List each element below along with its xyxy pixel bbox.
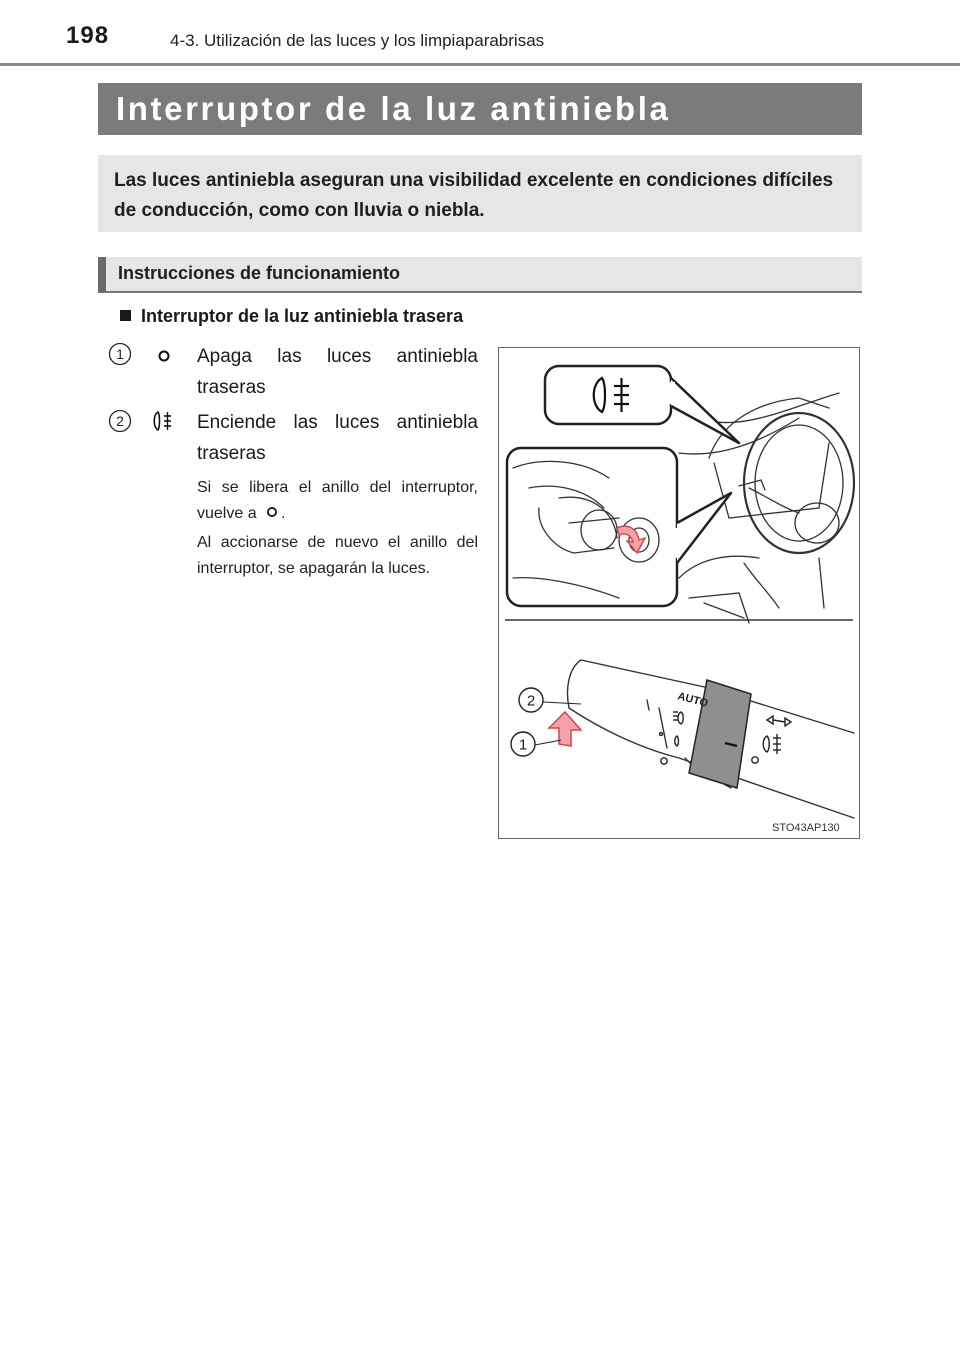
intro-text: Las luces antiniebla aseguran una visibilidad excelente en condiciones difíciles de conducción, como con lluvia o niebla. [114, 170, 834, 221]
item-heading-text: Interruptor de la luz antiniebla trasera [141, 306, 464, 326]
square-bullet-icon [120, 310, 131, 321]
subsection-bar [98, 257, 862, 293]
step-2-text: Enciende las luces antiniebla traseras [197, 412, 478, 464]
item-heading [120, 306, 463, 327]
step-1-text: Apaga las luces antiniebla traseras [197, 346, 478, 398]
note-release [197, 475, 478, 527]
section-title-bar [98, 83, 862, 135]
note-release-end: . [281, 505, 286, 522]
header-divider [0, 63, 960, 66]
svg-text:1: 1 [518, 736, 528, 754]
off-circle-icon [152, 344, 176, 368]
note-operate-again: Al accionarse de nuevo el anillo del interruptor, se apagarán la luces. [197, 534, 478, 577]
step-2-number-badge-icon [108, 409, 132, 433]
step-1-number-badge-icon [108, 342, 132, 366]
section-title: Interruptor de la luz antiniebla [116, 90, 671, 127]
figure-illustration [498, 347, 860, 839]
svg-text:AUTO: AUTO [676, 690, 710, 710]
off-circle-icon [265, 505, 279, 519]
subsection-title: Instrucciones de funcionamiento [118, 263, 401, 283]
chapter-title: 4-3. Utilización de las luces y los limpiaparabrisas [170, 31, 545, 50]
fog-switch-illustration [499, 348, 859, 838]
step-1 [108, 342, 478, 406]
note-release-text: Si se libera el anillo del interruptor, vuelve a [197, 479, 478, 522]
svg-text:1: 1 [116, 346, 124, 362]
intro-box [98, 155, 862, 232]
rear-fog-light-icon [150, 409, 174, 433]
svg-text:2: 2 [526, 692, 536, 710]
page-number: 198 [66, 22, 110, 49]
svg-text:2: 2 [116, 413, 124, 429]
step-2 [108, 407, 478, 471]
figure-code: STO43AP130 [772, 822, 840, 834]
